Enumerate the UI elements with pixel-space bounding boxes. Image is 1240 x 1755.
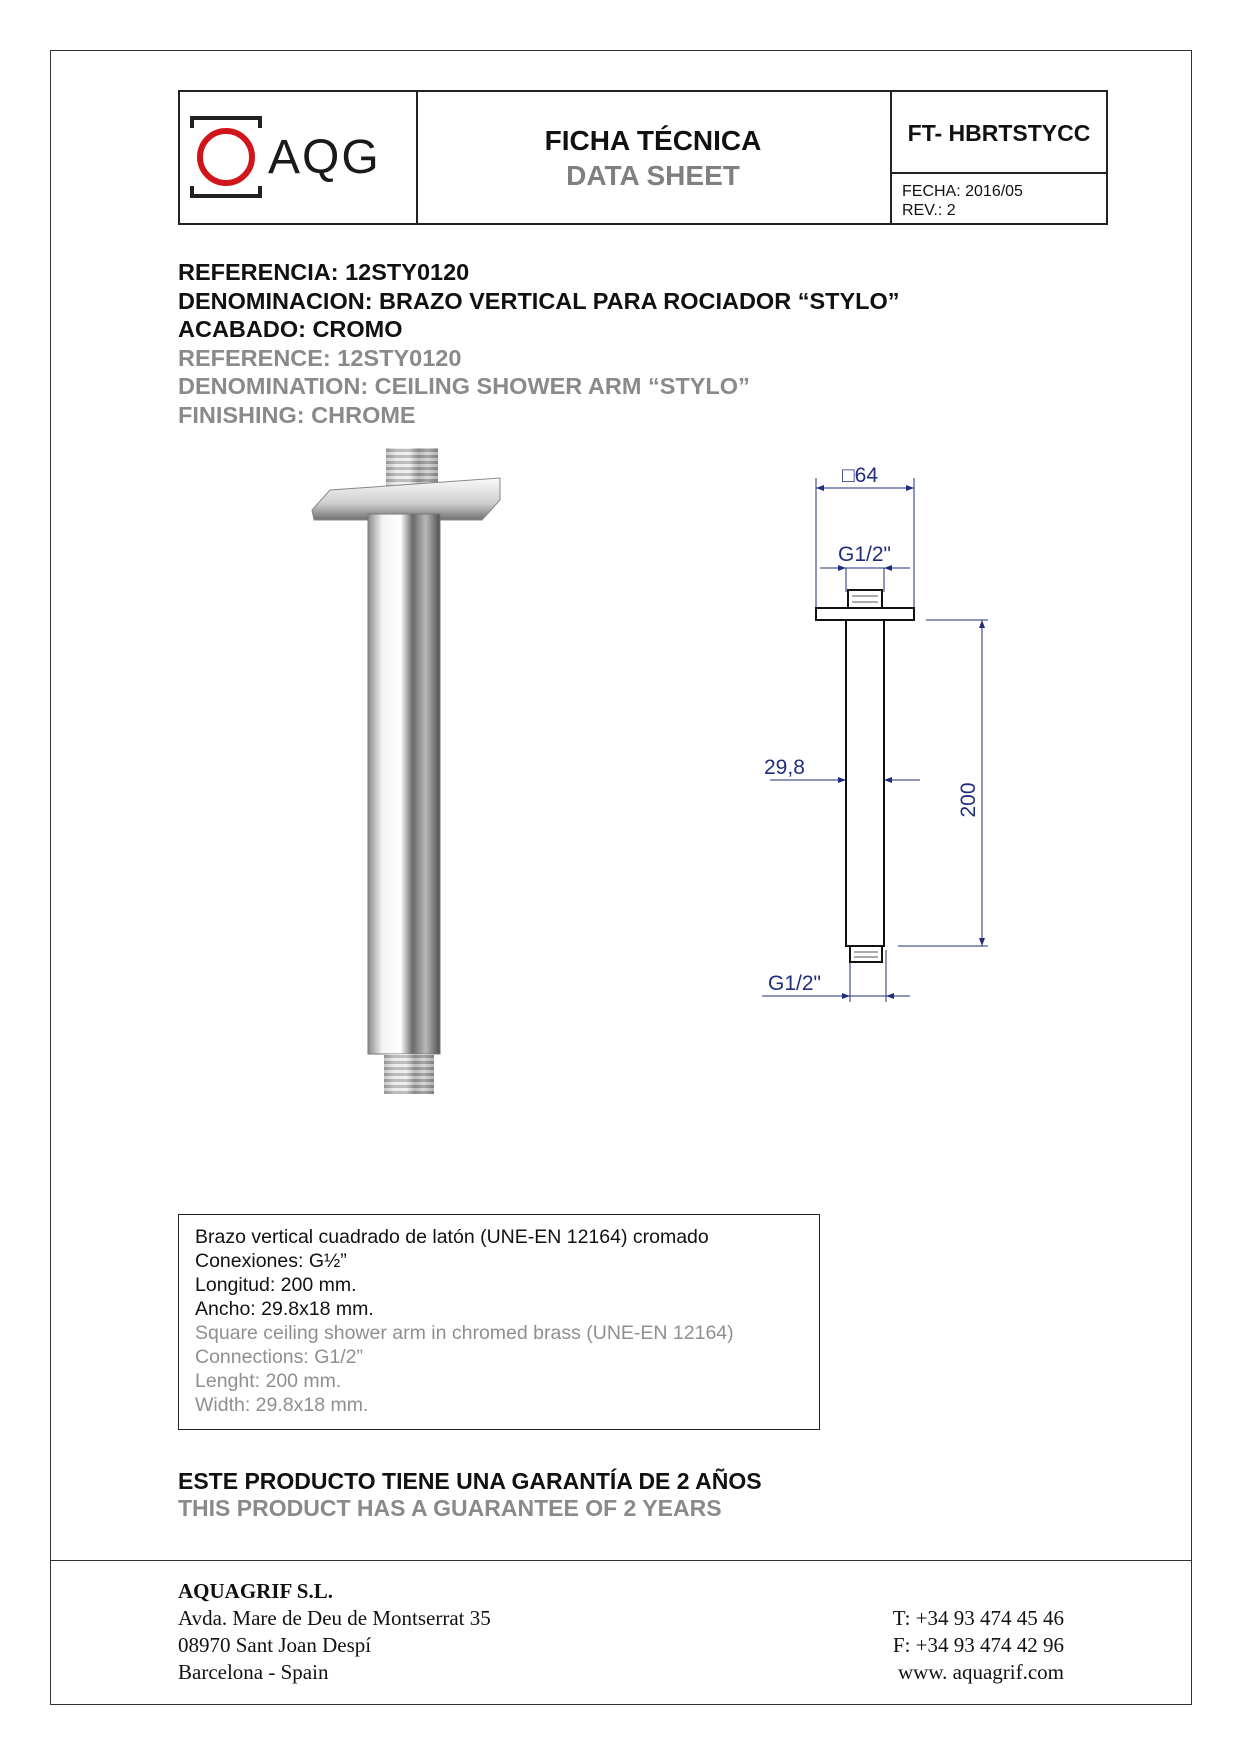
company-name: AQUAGRIF S.L.	[178, 1579, 333, 1603]
desc-en-line-3: Lenght: 200 mm.	[195, 1370, 342, 1392]
phone: T: +34 93 474 45 46	[892, 1606, 1064, 1630]
desc-en-line-2: Connections: G1/2”	[195, 1346, 364, 1368]
desc-es-line-1: Brazo vertical cuadrado de latón (UNE-EN 12164) cromado	[195, 1226, 709, 1248]
dim-length-label: 200	[957, 782, 980, 818]
dim-width-label: 29,8	[764, 756, 805, 779]
reference-es: REFERENCIA: 12STY0120	[178, 259, 470, 285]
logo-cell	[180, 92, 418, 223]
website-link[interactable]: www. aquagrif.com	[897, 1660, 1064, 1684]
address-line-3: Barcelona - Spain	[178, 1660, 329, 1684]
drawing-top-thread	[848, 590, 882, 608]
company-address	[178, 1578, 491, 1686]
drawing-bottom-thread	[850, 946, 882, 962]
title-en: DATA SHEET	[566, 160, 740, 191]
desc-es-line-3: Longitud: 200 mm.	[195, 1274, 357, 1296]
dim-square-label: □64	[842, 464, 879, 487]
address-line-1: Avda. Mare de Deu de Montserrat 35	[178, 1606, 491, 1630]
footer-divider	[50, 1560, 1192, 1561]
denomination-es: DENOMINACION: BRAZO VERTICAL PARA ROCIADOR “STYLO”	[178, 287, 900, 314]
title-es: FICHA TÉCNICA	[544, 125, 762, 156]
product-photo	[300, 440, 520, 1160]
product-specs	[178, 258, 900, 429]
finishing-en: FINISHING: CHROME	[178, 401, 416, 428]
title-cell	[416, 92, 892, 223]
dim-thread-bottom-label: G1/2"	[768, 972, 821, 995]
date-block	[902, 182, 1023, 220]
document-code: FT- HBRTSTYCC	[907, 120, 1091, 146]
desc-en-line-1: Square ceiling shower arm in chromed brass (UNE-EN 12164)	[195, 1322, 734, 1344]
dim-thread-top-label: G1/2"	[838, 543, 891, 566]
fax: F: +34 93 474 42 96	[892, 1633, 1064, 1657]
reference-en: REFERENCE: 12STY0120	[178, 344, 462, 371]
guarantee-es: ESTE PRODUCTO TIENE UNA GARANTÍA DE 2 AÑOS	[178, 1468, 762, 1494]
square-arm	[368, 514, 440, 1054]
finishing-es: ACABADO: CROMO	[178, 316, 403, 342]
desc-es-line-2: Conexiones: G½”	[195, 1250, 347, 1272]
company-contact	[893, 1605, 1064, 1686]
guarantee	[178, 1468, 762, 1522]
revision-text: REV.: 2	[902, 202, 956, 219]
drawing-arm	[846, 620, 884, 946]
logo-text: AQG	[268, 131, 381, 184]
technical-drawing	[750, 460, 1010, 1020]
date-text: FECHA: 2016/05	[902, 183, 1023, 200]
denomination-en: DENOMINATION: CEILING SHOWER ARM “STYLO”	[178, 373, 750, 399]
guarantee-en: THIS PRODUCT HAS A GUARANTEE OF 2 YEARS	[178, 1495, 722, 1521]
drawing-plate	[816, 608, 914, 620]
code-cell	[892, 92, 1106, 174]
description-box	[178, 1214, 820, 1430]
header-table	[178, 90, 1108, 225]
desc-es-line-4: Ancho: 29.8x18 mm.	[195, 1298, 374, 1320]
desc-en-line-4: Width: 29.8x18 mm.	[195, 1394, 369, 1416]
date-cell	[892, 174, 1106, 223]
address-line-2: 08970 Sant Joan Despí	[178, 1633, 372, 1657]
